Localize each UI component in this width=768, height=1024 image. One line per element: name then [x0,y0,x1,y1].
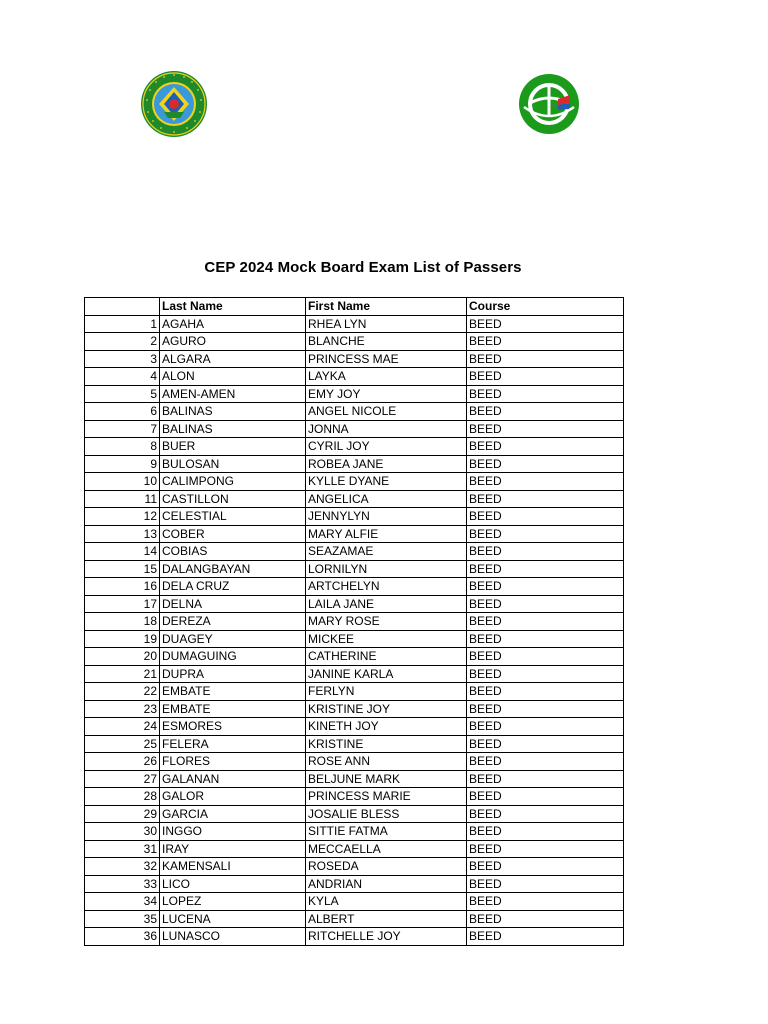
last-name-cell: GARCIA [160,805,306,823]
first-name-cell: ALBERT [306,910,467,928]
last-name-cell: FLORES [160,753,306,771]
course-cell: BEED [467,700,624,718]
table-row [85,385,624,403]
last-name-cell: EMBATE [160,700,306,718]
passers-table [84,297,624,946]
table-row [85,438,624,456]
first-name-cell: BELJUNE MARK [306,770,467,788]
row-number: 11 [85,490,160,508]
course-cell: BEED [467,753,624,771]
last-name-cell: DELNA [160,595,306,613]
first-name-cell: LORNILYN [306,560,467,578]
course-cell: BEED [467,718,624,736]
last-name-cell: CASTILLON [160,490,306,508]
last-name-cell: ESMORES [160,718,306,736]
row-number: 32 [85,858,160,876]
course-cell: BEED [467,683,624,701]
last-name-cell: DEREZA [160,613,306,631]
last-name-cell: GALANAN [160,770,306,788]
last-name-cell: BALINAS [160,420,306,438]
last-name-cell: IRAY [160,840,306,858]
row-number: 7 [85,420,160,438]
first-name-cell: SEAZAMAE [306,543,467,561]
table-row [85,315,624,333]
last-name-cell: CALIMPONG [160,473,306,491]
table-row [85,875,624,893]
table-row [85,350,624,368]
university-seal-logo [140,70,208,138]
row-number: 35 [85,910,160,928]
last-name-cell: CELESTIAL [160,508,306,526]
table-row [85,368,624,386]
row-number: 28 [85,788,160,806]
course-cell: BEED [467,928,624,946]
last-name-cell: AGURO [160,333,306,351]
first-name-cell: ROBEA JANE [306,455,467,473]
first-name-cell: ANDRIAN [306,875,467,893]
table-row [85,543,624,561]
first-name-cell: LAILA JANE [306,595,467,613]
row-number: 15 [85,560,160,578]
row-number: 27 [85,770,160,788]
last-name-cell: KAMENSALI [160,858,306,876]
row-number: 2 [85,333,160,351]
table-row [85,753,624,771]
last-name-cell: BALINAS [160,403,306,421]
first-name-cell: ARTCHELYN [306,578,467,596]
row-number: 5 [85,385,160,403]
last-name-cell: BULOSAN [160,455,306,473]
row-number: 17 [85,595,160,613]
table-row [85,805,624,823]
table-row [85,648,624,666]
course-cell: BEED [467,665,624,683]
last-name-cell: ALON [160,368,306,386]
row-number: 9 [85,455,160,473]
first-name-cell: MARY ROSE [306,613,467,631]
table-row [85,770,624,788]
course-cell: BEED [467,613,624,631]
table-row [85,578,624,596]
row-number: 30 [85,823,160,841]
last-name-cell: DUPRA [160,665,306,683]
row-number: 16 [85,578,160,596]
first-name-cell: JANINE KARLA [306,665,467,683]
college-emblem-logo [518,73,580,135]
first-name-cell: MICKEE [306,630,467,648]
row-number: 18 [85,613,160,631]
row-number: 21 [85,665,160,683]
course-cell: BEED [467,578,624,596]
course-cell: BEED [467,508,624,526]
course-cell: BEED [467,858,624,876]
course-cell: BEED [467,333,624,351]
last-name-cell: LUNASCO [160,928,306,946]
table-row [85,333,624,351]
table-row [85,893,624,911]
table-row [85,735,624,753]
last-name-cell: ALGARA [160,350,306,368]
course-cell: BEED [467,525,624,543]
row-number: 13 [85,525,160,543]
course-cell: BEED [467,368,624,386]
course-cell: BEED [467,630,624,648]
first-name-cell: BLANCHE [306,333,467,351]
first-name-cell: ROSEDA [306,858,467,876]
first-name-cell: KYLLE DYANE [306,473,467,491]
last-name-cell: LOPEZ [160,893,306,911]
last-name-cell: AMEN-AMEN [160,385,306,403]
first-name-cell: RHEA LYN [306,315,467,333]
first-name-cell: MARY ALFIE [306,525,467,543]
last-name-cell: LUCENA [160,910,306,928]
table-row [85,683,624,701]
row-number: 3 [85,350,160,368]
table-row [85,595,624,613]
table-row [85,473,624,491]
last-name-cell: COBER [160,525,306,543]
first-name-cell: ANGELICA [306,490,467,508]
last-name-cell: INGGO [160,823,306,841]
last-name-cell: EMBATE [160,683,306,701]
row-number: 29 [85,805,160,823]
course-cell: BEED [467,473,624,491]
last-name-cell: DUMAGUING [160,648,306,666]
course-cell: BEED [467,595,624,613]
first-name-cell: RITCHELLE JOY [306,928,467,946]
page-title: CEP 2024 Mock Board Exam List of Passers [204,259,522,276]
first-name-cell: KRISTINE [306,735,467,753]
course-cell: BEED [467,823,624,841]
last-name-cell: DALANGBAYAN [160,560,306,578]
first-name-cell: LAYKA [306,368,467,386]
row-number: 19 [85,630,160,648]
table-row [85,490,624,508]
last-name-cell: BUER [160,438,306,456]
row-number: 12 [85,508,160,526]
table-row [85,840,624,858]
course-cell: BEED [467,350,624,368]
first-name-cell: ROSE ANN [306,753,467,771]
table-row [85,910,624,928]
course-cell: BEED [467,805,624,823]
first-name-cell: EMY JOY [306,385,467,403]
course-cell: BEED [467,455,624,473]
table-row [85,508,624,526]
first-name-cell: KINETH JOY [306,718,467,736]
course-cell: BEED [467,560,624,578]
last-name-cell: GALOR [160,788,306,806]
row-number: 20 [85,648,160,666]
header-course: Course [467,298,624,316]
table-row [85,700,624,718]
course-cell: BEED [467,875,624,893]
table-row [85,403,624,421]
first-name-cell: MECCAELLA [306,840,467,858]
first-name-cell: PRINCESS MAE [306,350,467,368]
table-row [85,613,624,631]
course-cell: BEED [467,648,624,666]
row-number: 33 [85,875,160,893]
table-row [85,718,624,736]
first-name-cell: KRISTINE JOY [306,700,467,718]
first-name-cell: KYLA [306,893,467,911]
row-number: 1 [85,315,160,333]
last-name-cell: DUAGEY [160,630,306,648]
table-row [85,823,624,841]
row-number: 26 [85,753,160,771]
last-name-cell: AGAHA [160,315,306,333]
course-cell: BEED [467,543,624,561]
course-cell: BEED [467,315,624,333]
course-cell: BEED [467,735,624,753]
row-number: 8 [85,438,160,456]
row-number: 23 [85,700,160,718]
header-first-name: First Name [306,298,467,316]
course-cell: BEED [467,438,624,456]
last-name-cell: FELERA [160,735,306,753]
course-cell: BEED [467,788,624,806]
table-row [85,788,624,806]
row-number: 22 [85,683,160,701]
course-cell: BEED [467,403,624,421]
first-name-cell: JONNA [306,420,467,438]
table-row [85,525,624,543]
first-name-cell: CYRIL JOY [306,438,467,456]
header-last-name: Last Name [160,298,306,316]
table-row [85,665,624,683]
row-number: 10 [85,473,160,491]
first-name-cell: SITTIE FATMA [306,823,467,841]
table-row [85,455,624,473]
table-row [85,560,624,578]
last-name-cell: COBIAS [160,543,306,561]
course-cell: BEED [467,770,624,788]
first-name-cell: ANGEL NICOLE [306,403,467,421]
row-number: 6 [85,403,160,421]
course-cell: BEED [467,490,624,508]
table-row [85,420,624,438]
first-name-cell: PRINCESS MARIE [306,788,467,806]
header-number [85,298,160,316]
first-name-cell: JENNYLYN [306,508,467,526]
row-number: 4 [85,368,160,386]
row-number: 31 [85,840,160,858]
first-name-cell: JOSALIE BLESS [306,805,467,823]
last-name-cell: LICO [160,875,306,893]
table-row [85,630,624,648]
table-row [85,928,624,946]
row-number: 24 [85,718,160,736]
row-number: 25 [85,735,160,753]
last-name-cell: DELA CRUZ [160,578,306,596]
course-cell: BEED [467,893,624,911]
course-cell: BEED [467,385,624,403]
first-name-cell: FERLYN [306,683,467,701]
course-cell: BEED [467,840,624,858]
row-number: 14 [85,543,160,561]
row-number: 34 [85,893,160,911]
first-name-cell: CATHERINE [306,648,467,666]
row-number: 36 [85,928,160,946]
course-cell: BEED [467,910,624,928]
course-cell: BEED [467,420,624,438]
table-row [85,858,624,876]
table-header-row [85,298,624,316]
